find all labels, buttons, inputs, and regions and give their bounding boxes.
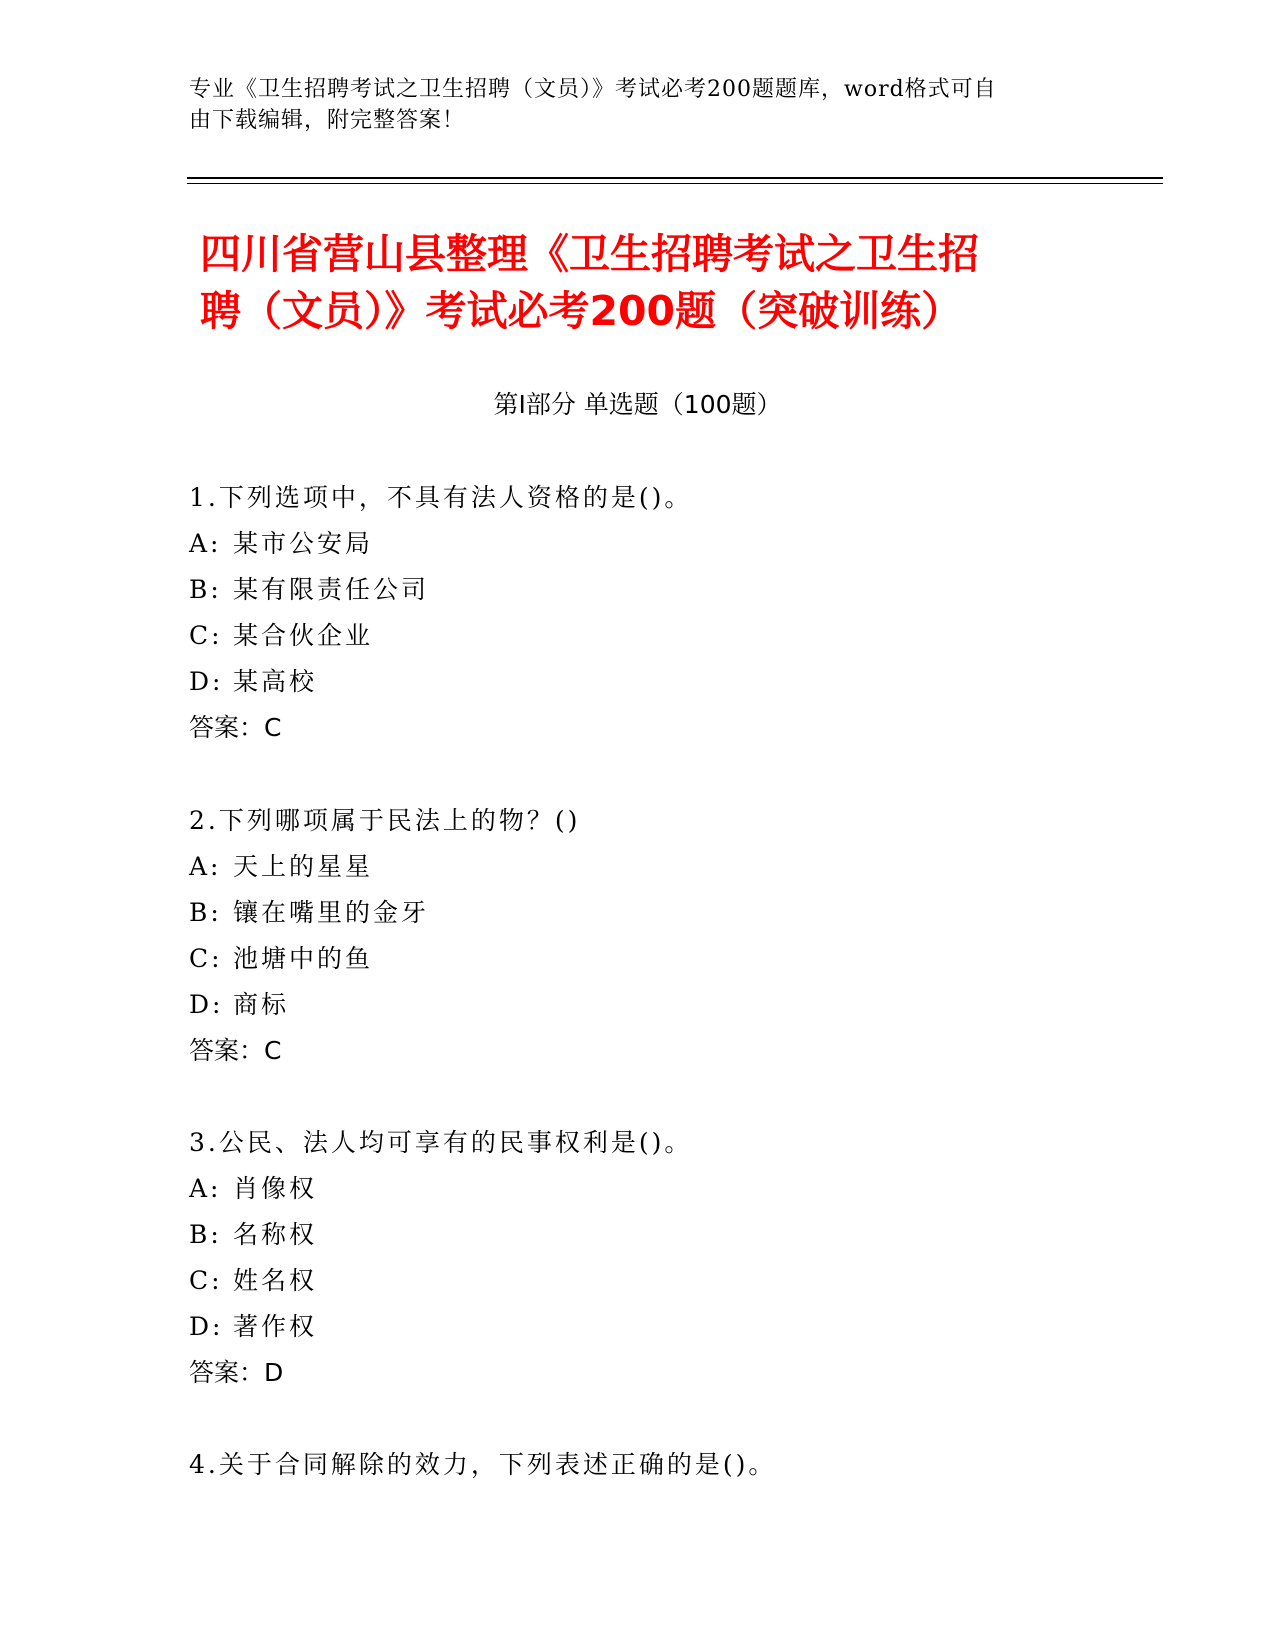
option-a xyxy=(189,1166,1129,1212)
intro-line-1: 专业《卫生招聘考试之卫生招聘（文员）》考试必考200题题库，word格式可自 xyxy=(189,77,997,102)
question-3 xyxy=(189,1120,1129,1396)
question-2 xyxy=(189,798,1129,1074)
option-text: 镶在嘴里的金牙 xyxy=(233,898,430,927)
option-c xyxy=(189,613,1129,659)
option-b xyxy=(189,890,1129,936)
option-letter: A: xyxy=(189,529,222,558)
option-text: 肖像权 xyxy=(233,1174,318,1203)
question-stem: 4.关于合同解除的效力，下列表述正确的是()。 xyxy=(189,1450,777,1479)
option-text: 某市公安局 xyxy=(233,529,374,558)
option-letter: C: xyxy=(189,1266,223,1295)
option-text: 天上的星星 xyxy=(233,852,374,881)
question-1 xyxy=(189,475,1129,751)
option-letter: B: xyxy=(189,898,222,927)
option-a xyxy=(189,521,1129,567)
option-text: 池塘中的鱼 xyxy=(233,944,374,973)
option-d xyxy=(189,982,1129,1028)
option-b xyxy=(189,567,1129,613)
option-letter: C: xyxy=(189,621,223,650)
option-letter: D: xyxy=(189,667,224,696)
question-stem: 2.下列哪项属于民法上的物？() xyxy=(189,806,581,835)
question-4 xyxy=(189,1442,1129,1488)
option-text: 著作权 xyxy=(233,1312,318,1341)
option-letter: A: xyxy=(189,852,222,881)
option-text: 名称权 xyxy=(233,1220,318,1249)
answer: 答案：C xyxy=(189,713,282,742)
option-letter: B: xyxy=(189,1220,222,1249)
option-text: 某有限责任公司 xyxy=(233,575,430,604)
option-d xyxy=(189,1304,1129,1350)
option-text: 姓名权 xyxy=(233,1266,318,1295)
option-c xyxy=(189,1258,1129,1304)
document-title-line-2: 聘（文员）》考试必考200题（突破训练） xyxy=(200,287,963,335)
option-b xyxy=(189,1212,1129,1258)
answer: 答案：D xyxy=(189,1358,284,1387)
document-title-line-1: 四川省营山县整理《卫生招聘考试之卫生招 xyxy=(200,230,979,278)
header-divider-thin xyxy=(187,183,1163,184)
header-divider-thick xyxy=(187,177,1163,179)
document-title xyxy=(200,226,1100,340)
option-text: 商标 xyxy=(233,990,290,1019)
section-title: 第Ⅰ部分 单选题（100题） xyxy=(493,390,782,419)
question-stem: 3.公民、法人均可享有的民事权利是()。 xyxy=(189,1128,693,1157)
option-letter: B: xyxy=(189,575,222,604)
intro-text xyxy=(189,74,1069,136)
option-letter: A: xyxy=(189,1174,222,1203)
option-letter: D: xyxy=(189,990,224,1019)
option-d xyxy=(189,659,1129,705)
option-letter: D: xyxy=(189,1312,224,1341)
option-text: 某高校 xyxy=(233,667,318,696)
intro-line-2: 由下载编辑，附完整答案！ xyxy=(189,108,466,133)
option-c xyxy=(189,936,1129,982)
answer: 答案：C xyxy=(189,1036,282,1065)
question-stem: 1.下列选项中，不具有法人资格的是()。 xyxy=(189,483,693,512)
option-letter: C: xyxy=(189,944,223,973)
option-text: 某合伙企业 xyxy=(233,621,374,650)
option-a xyxy=(189,844,1129,890)
